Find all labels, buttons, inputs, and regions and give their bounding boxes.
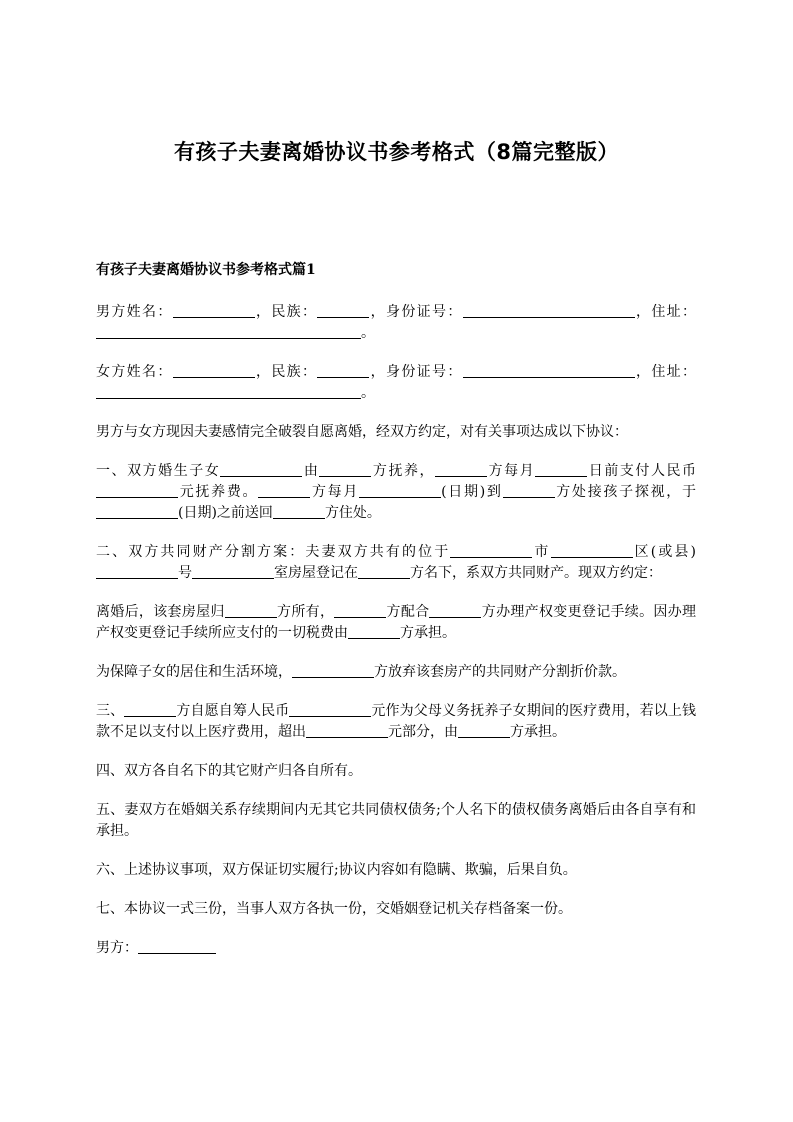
blank[interactable]	[450, 543, 532, 558]
clause-text: 离婚后，该套房屋归	[96, 604, 225, 620]
clause-text: 方每月	[487, 463, 536, 479]
clause-5-paragraph: 五、妻双方在婚姻关系存续期间内无其它共同债权债务;个人名下的债权债务离婚后由各自享有和承担。	[96, 802, 696, 839]
clause-text: 方自愿自筹人民币	[176, 703, 290, 719]
waiver-paragraph	[96, 662, 696, 683]
blank[interactable]	[258, 483, 310, 498]
end-mark: 。	[361, 325, 375, 341]
ethnicity-label: ，民族：	[254, 304, 318, 320]
id-number-label: ，身份证号：	[369, 304, 463, 320]
blank[interactable]	[96, 504, 178, 519]
clause-text: 方承担。	[400, 625, 456, 641]
blank[interactable]	[359, 483, 441, 498]
male-name-blank[interactable]	[173, 303, 255, 318]
blank[interactable]	[273, 504, 325, 519]
clause-text: 方所有，	[276, 604, 335, 620]
female-address-blank[interactable]	[96, 384, 361, 399]
male-ethnicity-blank[interactable]	[317, 303, 369, 318]
male-id-blank[interactable]	[463, 303, 635, 318]
blank[interactable]	[292, 663, 374, 678]
blank[interactable]	[348, 624, 400, 639]
blank[interactable]	[334, 603, 386, 618]
blank[interactable]	[192, 564, 274, 579]
clause-text: 方每月	[310, 484, 360, 500]
blank[interactable]	[551, 543, 633, 558]
blank[interactable]	[124, 702, 176, 717]
blank[interactable]	[319, 462, 371, 477]
blank[interactable]	[503, 483, 555, 498]
signature-line	[96, 938, 696, 959]
property-paragraph	[96, 602, 696, 644]
clause-text: 日前支付人民币	[587, 463, 697, 479]
clause-text: 方名下，系双方共同财产。现双方约定：	[410, 565, 662, 581]
clause-1-paragraph	[96, 461, 696, 524]
clause-text: 方配合	[386, 604, 430, 620]
clause-3-paragraph	[96, 701, 696, 743]
clause-text: 室房屋登记在	[274, 565, 358, 581]
clause-text: 二、双方共同财产分割方案：夫妻双方共有的位于	[96, 544, 451, 560]
male-signature-label: 男方：	[96, 940, 138, 956]
blank[interactable]	[289, 702, 371, 717]
clause-text: 方抚养，	[371, 463, 436, 479]
male-signature-blank[interactable]	[138, 939, 216, 954]
clause-text: (日期)到	[441, 484, 503, 500]
blank[interactable]	[358, 564, 410, 579]
clause-text: 方住处。	[324, 505, 381, 521]
clause-text: 区(或县)	[632, 544, 696, 560]
clause-7-paragraph: 七、本协议一式三份，当事人双方各执一份，交婚姻登记机关存档备案一份。	[96, 901, 572, 917]
blank[interactable]	[435, 462, 487, 477]
clause-text: 由	[302, 463, 320, 479]
clause-text: 元抚养费。	[178, 484, 259, 500]
female-ethnicity-blank[interactable]	[317, 363, 369, 378]
clause-6-paragraph: 六、上述协议事项，双方保证切实履行;协议内容如有隐瞒、欺骗，后果自负。	[96, 862, 577, 878]
clause-text: 元部分，由	[388, 724, 458, 740]
clause-text: 方办理产权变更登记手续。因办理产权变更登记手续所应支付的一切税费由	[96, 604, 697, 641]
ethnicity-label: ，民族：	[254, 364, 318, 380]
id-number-label: ，身份证号：	[369, 364, 463, 380]
male-name-label: 男方姓名：	[96, 304, 173, 320]
blank[interactable]	[96, 564, 178, 579]
clause-text: 元作为父母义务抚养子女期间的医疗费用，若以上钱款不足以支付以上医疗费用，超出	[96, 703, 697, 740]
blank[interactable]	[220, 462, 302, 477]
blank[interactable]	[535, 462, 587, 477]
clause-4-paragraph: 四、双方各自名下的其它财产归各自所有。	[96, 763, 362, 779]
blank[interactable]	[96, 483, 178, 498]
document-title: 有孩子夫妻离婚协议书参考格式（8篇完整版）	[173, 140, 620, 164]
clause-text: 方承担。	[510, 724, 566, 740]
blank[interactable]	[429, 603, 481, 618]
clause-text: 为保障子女的居住和生活环境，	[96, 664, 292, 680]
clause-text: 三、	[96, 703, 125, 719]
female-name-label: 女方姓名：	[96, 364, 173, 380]
document-body	[96, 260, 696, 977]
female-info-paragraph	[96, 362, 696, 404]
blank[interactable]	[458, 723, 510, 738]
intro-paragraph: 男方与女方现因夫妻感情完全破裂自愿离婚，经双方约定，对有关事项达成以下协议：	[96, 424, 628, 440]
clause-text: 号	[178, 565, 192, 581]
blank[interactable]	[225, 603, 277, 618]
blank[interactable]	[306, 723, 388, 738]
clause-text: 一、双方婚生子女	[96, 463, 221, 479]
address-label: ，住址：	[634, 304, 697, 320]
clause-text: (日期)之前送回	[178, 505, 273, 521]
section-heading: 有孩子夫妻离婚协议书参考格式篇1	[96, 262, 316, 278]
male-info-paragraph	[96, 302, 696, 344]
clause-text: 方处接孩子探视，于	[554, 484, 696, 500]
clause-text: 市	[532, 544, 551, 560]
female-name-blank[interactable]	[173, 363, 255, 378]
end-mark: 。	[361, 385, 375, 401]
male-address-blank[interactable]	[96, 324, 361, 339]
clause-text: 方放弃该套房产的共同财产分割折价款。	[374, 664, 626, 680]
address-label: ，住址：	[634, 364, 697, 380]
clause-2-paragraph	[96, 542, 696, 584]
female-id-blank[interactable]	[463, 363, 635, 378]
